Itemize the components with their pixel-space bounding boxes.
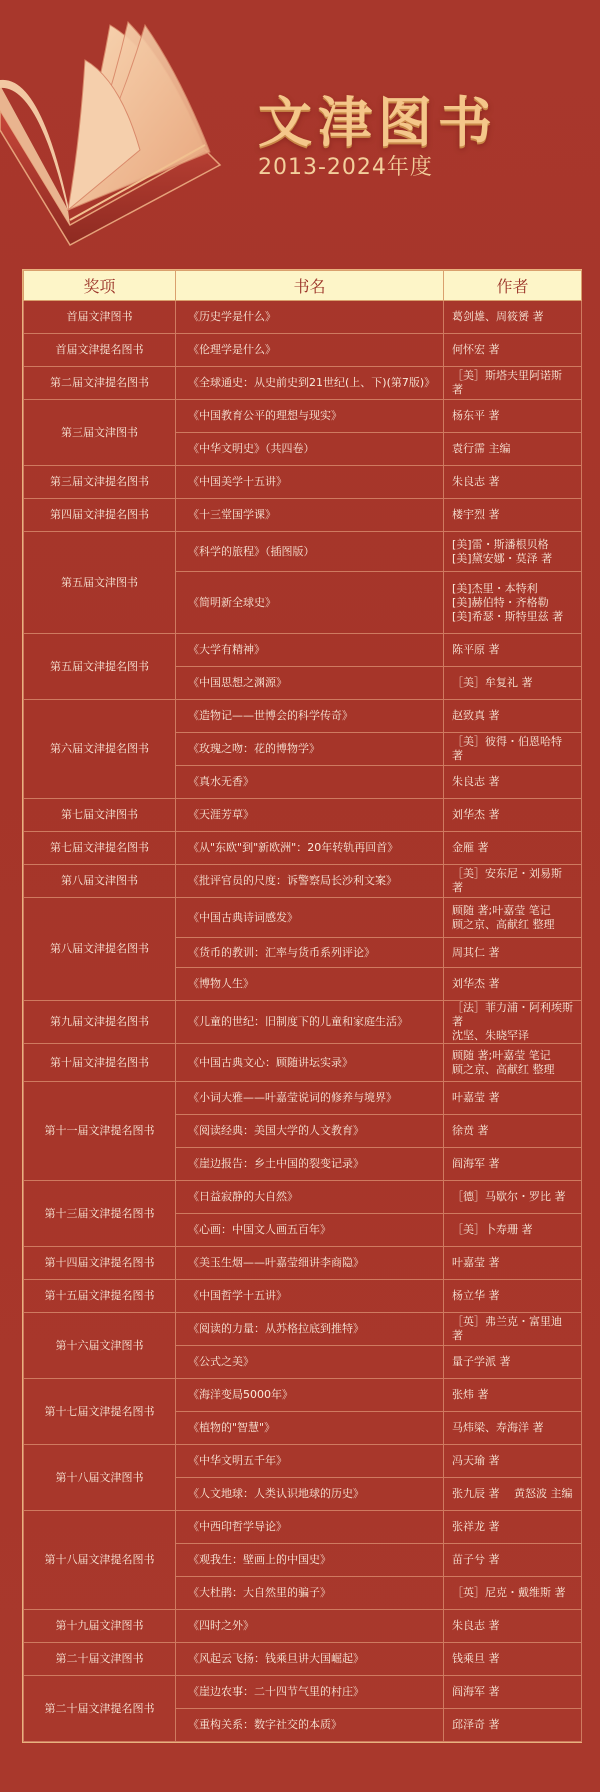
award-cell: 第三届文津图书 [24,400,176,466]
author-cell: 袁行霈 主编 [444,433,582,466]
book-title-cell: 《中西印哲学导论》 [176,1511,444,1544]
table-row [24,799,582,832]
author-cell: 量子学派 著 [444,1346,582,1379]
table-row [24,832,582,865]
book-title-cell: 《造物记——世博会的科学传奇》 [176,700,444,733]
author-cell: [美]杰里・本特利 [美]赫伯特・齐格勒 [美]希瑟・斯特里兹 著 [444,572,582,634]
award-cell: 第二届文津提名图书 [24,367,176,400]
table-row [24,367,582,400]
book-title-cell: 《简明新全球史》 [176,572,444,634]
book-title-cell: 《中华文明五千年》 [176,1445,444,1478]
column-header-title: 书名 [176,271,444,301]
award-cell: 第二十届文津提名图书 [24,1676,176,1742]
author-cell: 周其仁 著 [444,938,582,968]
book-title-cell: 《公式之美》 [176,1346,444,1379]
author-cell: 杨立华 著 [444,1280,582,1313]
book-title-cell: 《心画：中国文人画五百年》 [176,1214,444,1247]
book-title-cell: 《崖边报告：乡土中国的裂变记录》 [176,1148,444,1181]
author-cell: 顾随 著;叶嘉莹 笔记 顾之京、高献红 整理 [444,1044,582,1082]
author-cell: ［美］安东尼・刘易斯 著 [444,865,582,898]
table-row [24,700,582,733]
author-cell: 阎海军 著 [444,1676,582,1709]
author-cell: 苗子兮 著 [444,1544,582,1577]
table-row [24,1445,582,1478]
book-title-cell: 《四时之外》 [176,1610,444,1643]
book-title-cell: 《历史学是什么》 [176,301,444,334]
award-cell: 第十六届文津图书 [24,1313,176,1379]
author-cell: 杨东平 著 [444,400,582,433]
author-cell: 陈平原 著 [444,634,582,667]
award-cell: 第十届文津提名图书 [24,1044,176,1082]
award-cell: 第八届文津提名图书 [24,898,176,1001]
author-cell: ［美］牟复礼 著 [444,667,582,700]
author-cell: 刘华杰 著 [444,968,582,1001]
award-cell: 第十三届文津提名图书 [24,1181,176,1247]
author-cell: [美]雷・斯潘根贝格 [美]黛安娜・莫泽 著 [444,532,582,572]
award-cell: 第五届文津图书 [24,532,176,634]
book-title-cell: 《中国哲学十五讲》 [176,1280,444,1313]
book-title-cell: 《人文地球：人类认识地球的历史》 [176,1478,444,1511]
author-cell: 顾随 著;叶嘉莹 笔记 顾之京、高献红 整理 [444,898,582,938]
book-title-cell: 《中华文明史》（共四卷） [176,433,444,466]
book-title-cell: 《重构关系：数字社交的本质》 [176,1709,444,1742]
book-title-cell: 《中国古典诗词感发》 [176,898,444,938]
author-cell: 张九辰 著 黄怒波 主编 [444,1478,582,1511]
table-row [24,334,582,367]
author-cell: 马炜梁、寿海洋 著 [444,1412,582,1445]
author-cell: 楼宇烈 著 [444,499,582,532]
author-cell: 赵致真 著 [444,700,582,733]
award-cell: 第三届文津提名图书 [24,466,176,499]
award-cell: 第十四届文津提名图书 [24,1247,176,1280]
author-cell: ［英］弗兰克・富里迪 著 [444,1313,582,1346]
table-row [24,1181,582,1214]
book-title-cell: 《博物人生》 [176,968,444,1001]
award-table [22,269,582,1743]
book-title-cell: 《从"东欧"到"新欧洲"：20年转轨再回首》 [176,832,444,865]
book-title-cell: 《中国思想之渊源》 [176,667,444,700]
author-cell: 张炜 著 [444,1379,582,1412]
table-row [24,1610,582,1643]
book-title-cell: 《崖边农事：二十四节气里的村庄》 [176,1676,444,1709]
author-cell: 葛剑雄、周筱赟 著 [444,301,582,334]
column-header-award: 奖项 [24,271,176,301]
table-body [24,301,582,1742]
table-row [24,1643,582,1676]
book-title-cell: 《全球通史：从史前史到21世纪(上、下)(第7版)》 [176,367,444,400]
award-cell: 第十七届文津提名图书 [24,1379,176,1445]
book-title-cell: 《海洋变局5000年》 [176,1379,444,1412]
table-row [24,1001,582,1044]
award-cell: 首届文津提名图书 [24,334,176,367]
author-cell: ［美］斯塔夫里阿诺斯 著 [444,367,582,400]
table-row [24,865,582,898]
author-cell: ［美］彼得・伯恩哈特 著 [444,733,582,766]
author-cell: 朱良志 著 [444,766,582,799]
book-title-cell: 《日益寂静的大自然》 [176,1181,444,1214]
award-cell: 第十五届文津提名图书 [24,1280,176,1313]
table-row [24,1676,582,1709]
book-title-cell: 《大学有精神》 [176,634,444,667]
book-title-cell: 《大杜鹃：大自然里的骗子》 [176,1577,444,1610]
table-row [24,1044,582,1082]
book-title-cell: 《阅读经典：美国大学的人文教育》 [176,1115,444,1148]
table-row [24,1082,582,1115]
table-row [24,532,582,572]
book-title-cell: 《批评官员的尺度：诉警察局长沙利文案》 [176,865,444,898]
award-cell: 第六届文津提名图书 [24,700,176,799]
author-cell: 朱良志 著 [444,1610,582,1643]
author-cell: 徐贲 著 [444,1115,582,1148]
author-cell: 叶嘉莹 著 [444,1082,582,1115]
book-title-cell: 《美玉生烟——叶嘉莹细讲李商隐》 [176,1247,444,1280]
table-row [24,499,582,532]
book-title-cell: 《儿童的世纪：旧制度下的儿童和家庭生活》 [176,1001,444,1044]
column-header-author: 作者 [444,271,582,301]
award-cell: 第八届文津图书 [24,865,176,898]
book-title-cell: 《伦理学是什么》 [176,334,444,367]
award-cell: 第十八届文津图书 [24,1445,176,1511]
table-row [24,301,582,334]
table-row [24,898,582,938]
author-cell: ［德］马歇尔・罗比 著 [444,1181,582,1214]
award-cell: 第十一届文津提名图书 [24,1082,176,1181]
book-title-cell: 《真水无香》 [176,766,444,799]
table-row [24,1313,582,1346]
award-cell: 第五届文津提名图书 [24,634,176,700]
book-title-cell: 《中国古典文心：顾随讲坛实录》 [176,1044,444,1082]
table-header-row [24,271,582,301]
author-cell: 冯天瑜 著 [444,1445,582,1478]
book-title-cell: 《风起云飞扬：钱乘旦讲大国崛起》 [176,1643,444,1676]
award-cell: 第十九届文津图书 [24,1610,176,1643]
book-title-cell: 《中国教育公平的理想与现实》 [176,400,444,433]
award-cell: 首届文津图书 [24,301,176,334]
table-row [24,1247,582,1280]
award-cell: 第四届文津提名图书 [24,499,176,532]
award-cell: 第七届文津图书 [24,799,176,832]
page-subtitle: 2013-2024年度 [258,155,433,180]
author-cell: ［英］尼克・戴维斯 著 [444,1577,582,1610]
table-row [24,466,582,499]
award-cell: 第九届文津提名图书 [24,1001,176,1044]
book-title-cell: 《玫瑰之吻：花的博物学》 [176,733,444,766]
author-cell: ［法］菲力浦・阿利埃斯著 沈坚、朱晓罕译 [444,1001,582,1044]
table-row [24,1280,582,1313]
award-cell: 第十八届文津提名图书 [24,1511,176,1610]
table-row [24,400,582,433]
book-title-cell: 《观我生：壁画上的中国史》 [176,1544,444,1577]
award-cell: 第七届文津提名图书 [24,832,176,865]
open-book-icon [0,0,250,265]
book-title-cell: 《货币的教训：汇率与货币系列评论》 [176,938,444,968]
book-title-cell: 《中国美学十五讲》 [176,466,444,499]
table-row [24,1379,582,1412]
author-cell: 刘华杰 著 [444,799,582,832]
author-cell: 邱泽奇 著 [444,1709,582,1742]
author-cell: 金雁 著 [444,832,582,865]
book-title-cell: 《科学的旅程》（插图版） [176,532,444,572]
table-row [24,634,582,667]
book-title-cell: 《天涯芳草》 [176,799,444,832]
award-cell: 第二十届文津图书 [24,1643,176,1676]
author-cell: ［美］卜寿珊 著 [444,1214,582,1247]
book-title-cell: 《阅读的力量：从苏格拉底到推特》 [176,1313,444,1346]
author-cell: 叶嘉莹 著 [444,1247,582,1280]
author-cell: 何怀宏 著 [444,334,582,367]
header [0,0,600,265]
author-cell: 张祥龙 著 [444,1511,582,1544]
table-row [24,1511,582,1544]
book-title-cell: 《小词大雅——叶嘉莹说词的修养与境界》 [176,1082,444,1115]
book-title-cell: 《十三堂国学课》 [176,499,444,532]
book-title-cell: 《植物的"智慧"》 [176,1412,444,1445]
author-cell: 朱良志 著 [444,466,582,499]
page-title: 文津图书 [258,91,498,154]
author-cell: 钱乘旦 著 [444,1643,582,1676]
author-cell: 阎海军 著 [444,1148,582,1181]
